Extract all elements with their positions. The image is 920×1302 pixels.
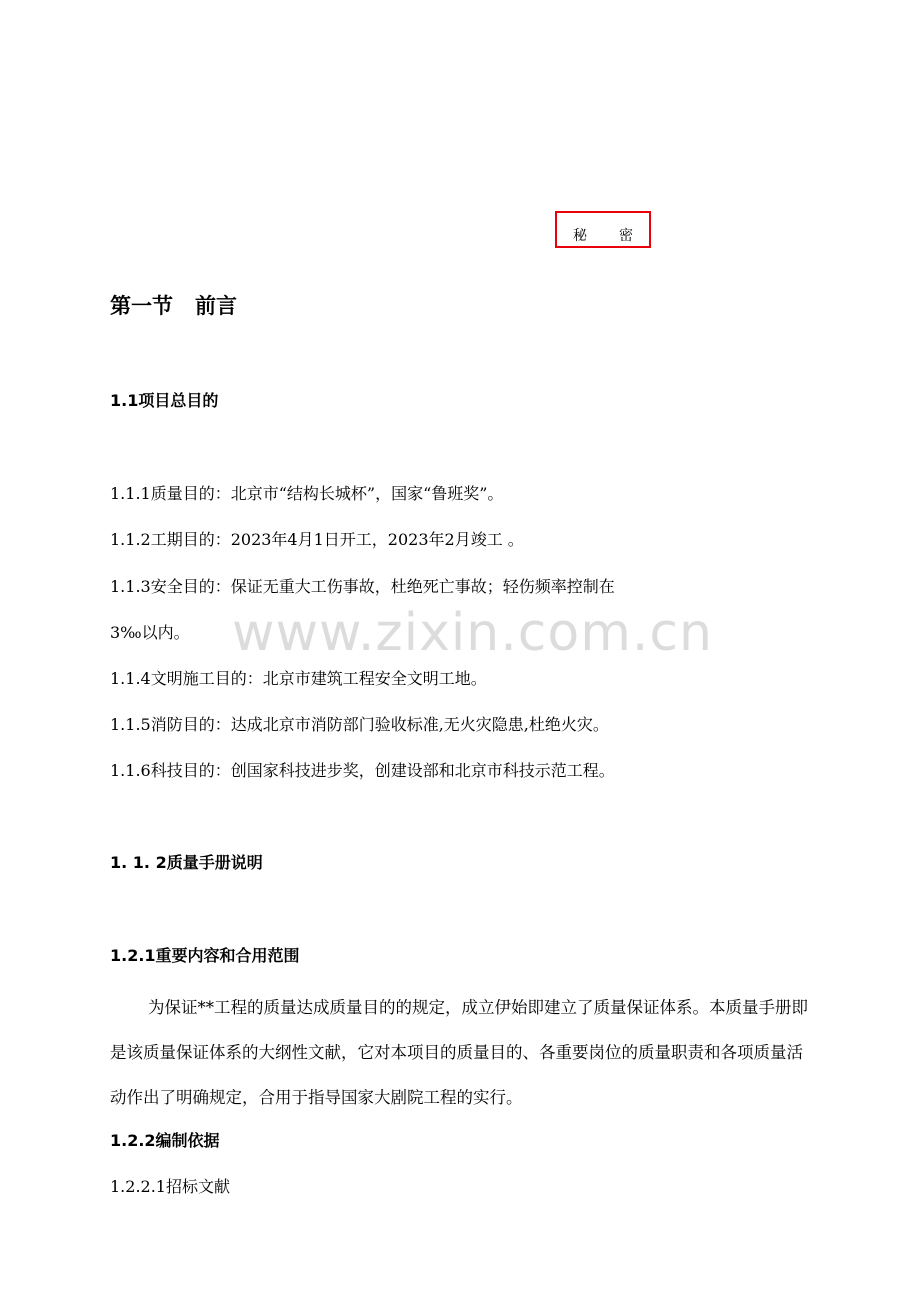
confidential-stamp [555, 211, 651, 248]
section-heading-1-1-2: 1. 1. 2质量手册说明 [110, 853, 263, 872]
chapter-number: 第一节 [110, 294, 173, 318]
chapter-title: 前言 [195, 294, 237, 318]
goal-item: 1.1.3安全目的：保证无重大工伤事故，杜绝死亡事故；轻伤频率控制在 [110, 577, 615, 596]
goal-item-continuation: 3‰以内。 [110, 623, 190, 642]
goal-item: 1.1.1质量目的：北京市“结构长城杯”，国家“鲁班奖”。 [110, 484, 504, 503]
list-item-1-2-2-1: 1.2.2.1招标文献 [110, 1177, 230, 1196]
goal-item: 1.1.5消防目的：达成北京市消防部门验收标准,无火灾隐患,杜绝火灾。 [110, 715, 609, 734]
goal-item: 1.1.2工期目的：2023年4月1日开工，2023年2月竣工 。 [110, 530, 524, 549]
section-heading-1-2-2: 1.2.2编制依据 [110, 1131, 220, 1150]
goal-item: 1.1.4文明施工目的：北京市建筑工程安全文明工地。 [110, 669, 487, 688]
body-paragraph: 为保证**工程的质量达成质量目的的规定，成立伊始即建立了质量保证体系。本质量手册即是该质量保证体系的大纲性文献，它对本项目的质量目的、各重要岗位的质量职责和各项质量活动作出了明确规定，合用于指导国家大剧院工程的实行。 [110, 998, 808, 1107]
goal-item: 1.1.6科技目的：创国家科技进步奖，创建设部和北京市科技示范工程。 [110, 761, 615, 780]
section-heading-1-2-1: 1.2.1重要内容和合用范围 [110, 946, 300, 965]
stamp-char-left: 秘 [573, 228, 587, 244]
chapter-heading [110, 290, 237, 320]
stamp-char-right: 密 [619, 228, 633, 244]
section-heading-1-1: 1.1项目总目的 [110, 391, 219, 410]
watermark: www.zixin.com.cn [232, 603, 713, 663]
